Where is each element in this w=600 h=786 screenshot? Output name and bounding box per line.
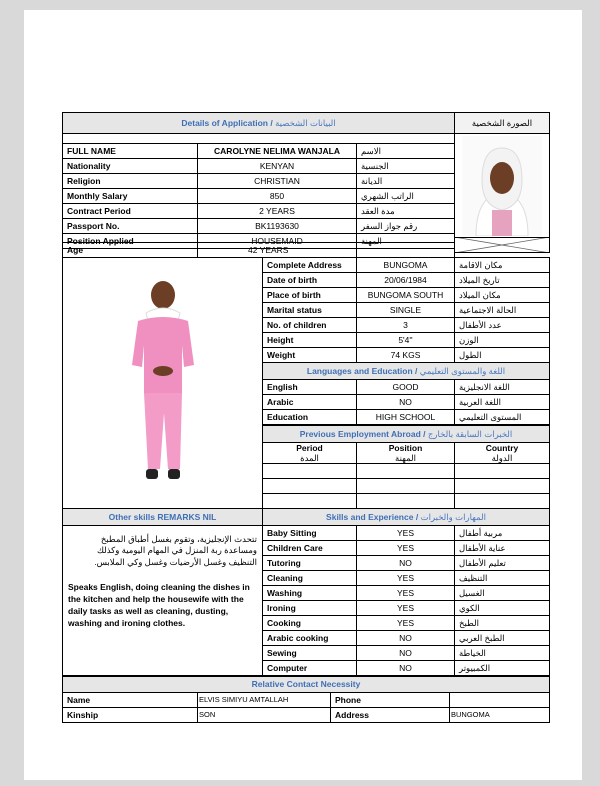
personal-value: KENYAN: [197, 158, 357, 174]
personal-label: FULL NAME: [62, 143, 198, 159]
language-value: NO: [356, 394, 455, 410]
passport-photo: [454, 133, 550, 238]
language-value: GOOD: [356, 379, 455, 395]
personal-label: Passport No.: [62, 218, 198, 234]
skill-value: YES: [356, 525, 455, 541]
skill-value: YES: [356, 600, 455, 616]
skill-arabic: الكوي: [454, 600, 550, 616]
detail-value: 20/06/1984: [356, 272, 455, 288]
col-period-ar: المدة: [300, 453, 319, 463]
detail-arabic: مكان الميلاد: [454, 287, 550, 303]
personal-arabic: الاسم: [356, 143, 455, 159]
employment-title-sep: /: [423, 428, 426, 439]
header-gap: [62, 133, 455, 144]
employment-cell: [356, 463, 455, 479]
skill-label: Children Care: [262, 540, 357, 556]
contact-name-value: ELVIS SIMIYU AMTALLAH: [197, 692, 331, 708]
skill-label: Baby Sitting: [262, 525, 357, 541]
detail-label: Date of birth: [262, 272, 357, 288]
language-value: HIGH SCHOOL: [356, 409, 455, 425]
detail-label: Complete Address: [262, 257, 357, 273]
personal-value: 2 YEARS: [197, 203, 357, 219]
skill-value: YES: [356, 540, 455, 556]
age-empty: [356, 242, 455, 258]
skill-label: Ironing: [262, 600, 357, 616]
personal-value: HOUSEMAID: [197, 233, 357, 249]
personal-value: 850: [197, 188, 357, 204]
other-skills-english: Speaks English, doing cleaning the dishes in the kitchen and help the housewife with the daily tasks as well as cleaning, dusting, washing and ironing clothes.: [68, 582, 250, 629]
skills-title-ar: المهارات والخبرات: [420, 511, 486, 522]
skill-value: YES: [356, 585, 455, 601]
employment-cell: [454, 493, 550, 509]
personal-label: Religion: [62, 173, 198, 189]
age-label: Age: [62, 242, 198, 258]
detail-value: BUNGOMA: [356, 257, 455, 273]
details-header: [62, 112, 455, 134]
skill-value: NO: [356, 630, 455, 646]
personal-value: BK1193630: [197, 218, 357, 234]
language-label: English: [262, 379, 357, 395]
full-body-photo: [62, 257, 263, 509]
personal-label: Monthly Salary: [62, 188, 198, 204]
col-country-ar: الدولة: [491, 453, 513, 463]
language-label: Education: [262, 409, 357, 425]
skill-label: Washing: [262, 585, 357, 601]
detail-arabic: عدد الأطفال: [454, 317, 550, 333]
skill-arabic: التنظيف: [454, 570, 550, 586]
col-position-ar: المهنة: [395, 453, 416, 463]
personal-value: CHRISTIAN: [197, 173, 357, 189]
skill-arabic: الطبخ العربي: [454, 630, 550, 646]
contact-address-value: BUNGOMA: [449, 707, 550, 723]
employment-cell: [454, 478, 550, 494]
cross-lines: [455, 237, 549, 253]
language-arabic: اللغة العربية: [454, 394, 550, 410]
col-country: [454, 442, 550, 464]
other-skills-box: [62, 525, 263, 676]
skill-label: Tutoring: [262, 555, 357, 571]
personal-arabic: الراتب الشهري: [356, 188, 455, 204]
skill-label: Arabic cooking: [262, 630, 357, 646]
employment-title-ar: الخبرات السابقة بالخارج: [427, 428, 513, 439]
personal-arabic: المهنة: [356, 233, 455, 249]
personal-arabic: رقم جواز السفر: [356, 218, 455, 234]
skill-arabic: عناية الأطفال: [454, 540, 550, 556]
full-body-photo-icon: [108, 273, 218, 493]
application-page: [24, 10, 582, 780]
personal-value: CAROLYNE NELIMA WANJALA: [197, 143, 357, 159]
skill-value: YES: [356, 570, 455, 586]
detail-arabic: الحالة الاجتماعية: [454, 302, 550, 318]
employment-cell: [454, 463, 550, 479]
contact-kinship-value: SON: [197, 707, 331, 723]
detail-value: BUNGOMA SOUTH: [356, 287, 455, 303]
detail-label: Place of birth: [262, 287, 357, 303]
detail-value: 3: [356, 317, 455, 333]
personal-arabic: مدة العقد: [356, 203, 455, 219]
contact-phone-value: [449, 692, 550, 708]
employment-cell: [356, 478, 455, 494]
employment-cell: [262, 478, 357, 494]
detail-value: 74 KGS: [356, 347, 455, 363]
detail-label: Weight: [262, 347, 357, 363]
col-period: [262, 442, 357, 464]
detail-arabic: الوزن: [454, 332, 550, 348]
skill-value: YES: [356, 615, 455, 631]
passport-photo-icon: [462, 136, 542, 236]
language-arabic: المستوى التعليمي: [454, 409, 550, 425]
contact-name-label: Name: [62, 692, 198, 708]
skill-arabic: مربية أطفال: [454, 525, 550, 541]
photo-label-ar: الصورة الشخصية: [471, 117, 533, 128]
detail-label: No. of children: [262, 317, 357, 333]
skill-arabic: الكمبيوتر: [454, 660, 550, 676]
detail-arabic: الطول: [454, 347, 550, 363]
other-skills-header: Other skills REMARKS NIL: [62, 508, 263, 526]
skill-value: NO: [356, 660, 455, 676]
employment-cell: [356, 493, 455, 509]
detail-arabic: مكان الاقامة: [454, 257, 550, 273]
employment-cell: [262, 493, 357, 509]
detail-value: 5'4'': [356, 332, 455, 348]
skills-header: [262, 508, 550, 526]
other-skills-arabic: تتحدث الإنجليزية، وتقوم بغسل أطباق المطبخ ومساعدة ربة المنزل في المهام اليومية وكذلك التنظيف وغسل الأرضيات وغسل وكي الملابس.: [94, 534, 257, 567]
col-position: [356, 442, 455, 464]
skills-title-en: Skills and Experience: [326, 511, 414, 522]
skill-value: NO: [356, 555, 455, 571]
skill-value: NO: [356, 645, 455, 661]
col-period-en: Period: [296, 442, 323, 453]
detail-label: Height: [262, 332, 357, 348]
details-title-en: Details of Application: [181, 117, 268, 128]
skills-title-sep: /: [415, 511, 419, 522]
skill-arabic: الغسيل: [454, 585, 550, 601]
personal-label: Nationality: [62, 158, 198, 174]
col-position-en: Position: [388, 442, 423, 453]
contact-phone-label: Phone: [330, 692, 450, 708]
skill-label: Cleaning: [262, 570, 357, 586]
skill-label: Sewing: [262, 645, 357, 661]
language-arabic: اللغة الانجليزية: [454, 379, 550, 395]
age-value: 42 YEARS: [197, 242, 357, 258]
contact-header: Relative Contact Necessity: [62, 676, 550, 693]
personal-arabic: الديانة: [356, 173, 455, 189]
personal-label: Position Applied: [62, 233, 198, 249]
detail-label: Marital status: [262, 302, 357, 318]
skill-arabic: تعليم الأطفال: [454, 555, 550, 571]
personal-label: Contract Period: [62, 203, 198, 219]
languages-title-sep: /: [415, 365, 418, 376]
photo-label: [454, 112, 550, 134]
skill-arabic: الخياطة: [454, 645, 550, 661]
employment-header: [262, 425, 550, 443]
employment-title-en: Previous Employment Abroad: [299, 428, 421, 439]
details-title-sep: /: [270, 117, 273, 128]
skill-label: Cooking: [262, 615, 357, 631]
details-title-ar: البيانات الشخصية: [275, 117, 336, 128]
photo-crossed-box: [454, 237, 550, 253]
contact-address-label: Address: [330, 707, 450, 723]
languages-title-ar: اللغة والمستوى التعليمي: [419, 365, 506, 376]
skill-arabic: الطبخ: [454, 615, 550, 631]
skill-label: Computer: [262, 660, 357, 676]
employment-cell: [262, 463, 357, 479]
detail-arabic: تاريخ الميلاد: [454, 272, 550, 288]
languages-title-en: Languages and Education: [306, 365, 413, 376]
language-label: Arabic: [262, 394, 357, 410]
languages-header: [262, 362, 550, 380]
col-country-en: Country: [485, 442, 519, 453]
detail-value: SINGLE: [356, 302, 455, 318]
personal-arabic: الجنسية: [356, 158, 455, 174]
contact-kinship-label: Kinship: [62, 707, 198, 723]
